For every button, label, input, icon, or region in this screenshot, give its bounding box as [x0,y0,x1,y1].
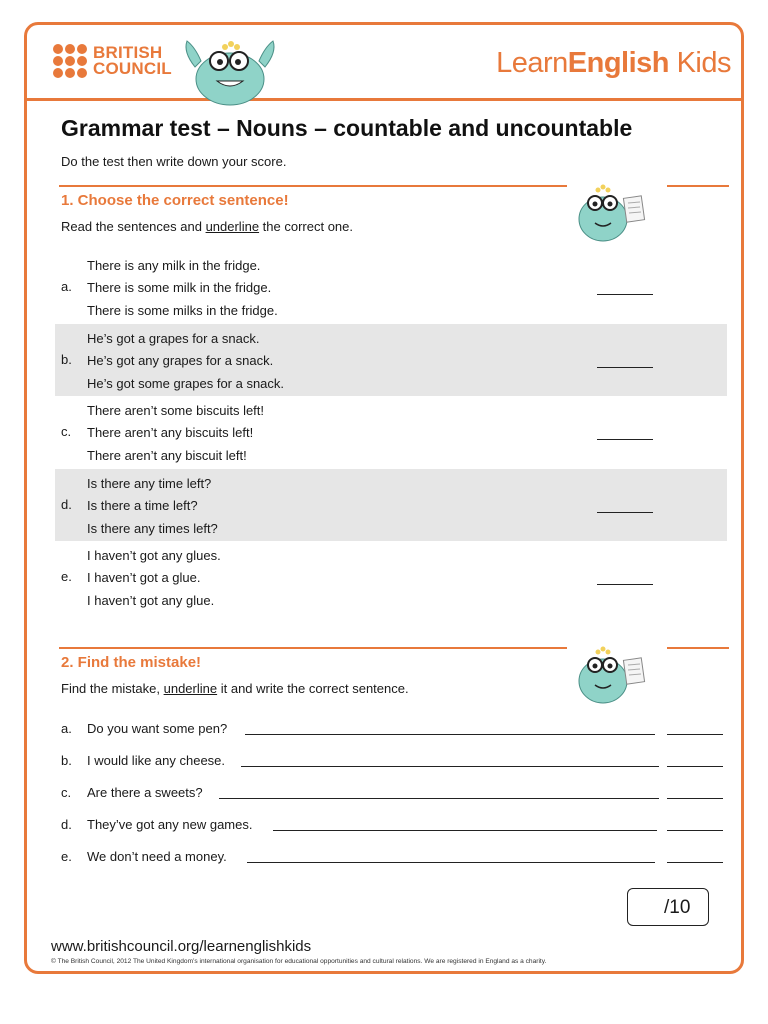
score-box[interactable] [627,888,709,926]
learnenglish-kids-logo: LearnEnglish Kids [496,47,731,79]
footer-url[interactable]: www.britishcouncil.org/learnenglishkids [51,938,312,955]
sentence-option[interactable]: He’s got some grapes for a snack. [87,375,285,391]
mistake-sentence[interactable]: We don’t need a money. [87,849,227,864]
sentence-option[interactable]: There is some milk in the fridge. [87,280,272,295]
list-item [57,817,729,837]
sentence-option[interactable]: Is there a time left? [87,497,198,513]
answer-blank[interactable] [667,830,723,831]
section1-rule-left [59,185,567,187]
score-total: /10 [664,897,691,918]
answer-blank[interactable] [597,281,653,295]
british-council-logo [53,44,172,78]
list-item [55,251,727,324]
item-letter: d. [61,817,72,832]
mistake-sentence[interactable]: Do you want some pen? [87,721,228,736]
sentence-option[interactable]: There is any milk in the fridge. [87,258,261,273]
sentence-option[interactable]: There is some milks in the fridge. [87,303,278,318]
mistake-sentence[interactable]: They’ve got any new games. [87,817,253,832]
list-item [55,324,727,397]
section2-rule-left [59,647,567,649]
sentence-option[interactable]: Is there any times left? [87,520,218,536]
section2-title: 2. Find the mistake! [61,654,202,671]
answer-blank[interactable] [667,734,723,735]
item-letter: c. [61,424,72,439]
logo-text: BRITISH COUNCIL [93,43,172,78]
monster-reading-icon [567,173,657,249]
intro-text: Do the test then write down your score. [61,154,287,169]
sentence-option[interactable]: There aren’t some biscuits left! [87,403,265,418]
header [27,25,741,101]
item-letter: e. [61,569,72,584]
item-letter: b. [61,351,72,367]
sentence-option[interactable]: There aren’t any biscuits left! [87,425,254,440]
correction-line[interactable] [245,734,655,735]
sentence-option[interactable]: There aren’t any biscuit left! [87,448,247,463]
monster-reading-icon [567,635,657,711]
section1-rule-right [667,185,729,187]
answer-blank[interactable] [597,499,653,513]
item-letter: a. [61,721,72,736]
correction-line[interactable] [273,830,657,831]
page-title: Grammar test – Nouns – countable and uncountable [61,115,633,141]
list-item [57,721,729,741]
correction-line[interactable] [241,766,659,767]
sentence-option[interactable]: He’s got a grapes for a snack. [87,330,260,346]
sentence-option[interactable]: I haven’t got any glue. [87,593,215,608]
section1-instructions: Read the sentences and underline the correct one. [61,219,354,234]
item-letter: e. [61,849,72,864]
mistake-sentence[interactable]: Are there a sweets? [87,785,203,800]
answer-blank[interactable] [667,862,723,863]
footer-copyright: © The British Council, 2012 The United Kingdom’s international organisation for educational opportunities and cultural relations. We are registered in England as a charity. [51,958,547,965]
sentence-option[interactable]: Is there any time left? [87,475,212,491]
list-item [57,849,729,869]
section1-list [55,251,727,614]
list-item [57,753,729,773]
item-letter: c. [61,785,72,800]
list-item [55,541,727,614]
logo-dots-icon [53,44,87,78]
correction-line[interactable] [247,862,655,863]
sentence-option[interactable]: I haven’t got a glue. [87,570,201,585]
answer-blank[interactable] [667,798,723,799]
section1-title: 1. Choose the correct sentence! [61,192,289,209]
monster-mascot-icon [175,27,285,107]
answer-blank[interactable] [597,571,653,585]
list-item [55,396,727,469]
correction-line[interactable] [219,798,659,799]
mistake-sentence[interactable]: I would like any cheese. [87,753,226,768]
answer-blank[interactable] [667,766,723,767]
section2-rule-right [667,647,729,649]
answer-blank[interactable] [597,426,653,440]
answer-blank[interactable] [597,354,653,368]
item-letter: b. [61,753,72,768]
item-letter: a. [61,279,72,294]
list-item [57,785,729,805]
section2-instructions: Find the mistake, underline it and write the correct sentence. [61,681,409,696]
item-letter: d. [61,496,72,512]
sentence-option[interactable]: I haven’t got any glues. [87,548,221,563]
sentence-option[interactable]: He’s got any grapes for a snack. [87,352,274,368]
worksheet-frame [24,22,744,974]
list-item [55,469,727,542]
